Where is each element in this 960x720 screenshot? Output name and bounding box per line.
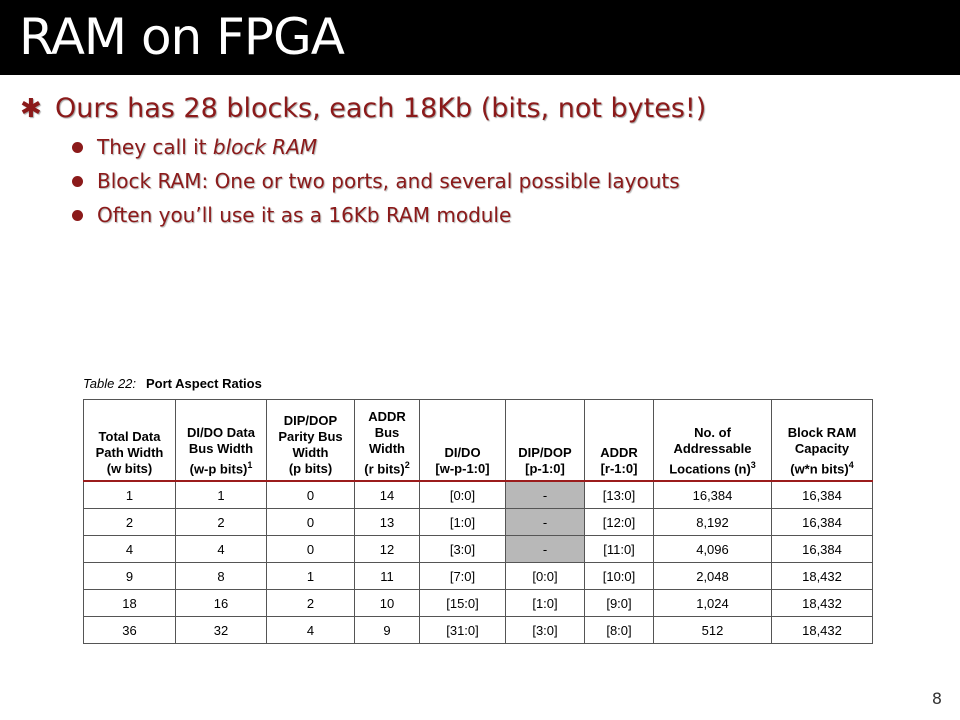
column-header-line: DIP/DOP [283, 413, 338, 428]
table-cell: 4 [267, 617, 355, 644]
table-cell: - [506, 509, 585, 536]
column-header-line: ADDR [368, 408, 406, 424]
round-dot-icon [72, 176, 83, 187]
table-cell: 0 [267, 481, 355, 509]
column-header-line: (r bits) [364, 461, 405, 476]
column-header-line: DIP/DOP [518, 445, 572, 460]
table-cell: [10:0] [585, 563, 654, 590]
table-cell: 16,384 [772, 509, 873, 536]
table-cell: [12:0] [585, 509, 654, 536]
table-cell: 16,384 [654, 481, 772, 509]
column-header-line: [w-p-1:0] [435, 461, 490, 476]
column-header-line: Parity Bus [278, 429, 343, 444]
footnote-marker: 1 [247, 459, 253, 470]
column-header-line: Total Data [98, 429, 161, 444]
footnote-marker: 3 [750, 459, 756, 470]
table-cell: 14 [355, 481, 420, 509]
table-cell: 16,384 [772, 536, 873, 563]
column-header-line: DI/DO [444, 445, 481, 460]
table-row [84, 563, 873, 590]
table-cell: [11:0] [585, 536, 654, 563]
column-header [585, 400, 654, 482]
table-cell: 4 [176, 536, 267, 563]
table-cell: 9 [355, 617, 420, 644]
column-header [176, 400, 267, 482]
slide-title: RAM on FPGA [19, 8, 344, 66]
page-number: 8 [931, 689, 942, 708]
column-header-line: Path Width [95, 445, 164, 460]
table-cell: 36 [84, 617, 176, 644]
column-header-line: No. of [694, 424, 731, 440]
asterisk-icon: ✱ [20, 94, 42, 124]
table-cell: 512 [654, 617, 772, 644]
sub-bullet-text-plain: Block RAM: One or two ports, and several possible layouts [97, 169, 680, 193]
round-dot-icon [72, 142, 83, 153]
table-cell: [0:0] [506, 563, 585, 590]
sub-bullet [20, 200, 940, 234]
column-header [355, 400, 420, 482]
table-cell: [0:0] [420, 481, 506, 509]
column-header-line: Capacity [794, 440, 850, 456]
table-cell: 12 [355, 536, 420, 563]
column-header-line: (w*n bits) [790, 461, 849, 476]
table-body [84, 481, 873, 644]
table-cell: 18 [84, 590, 176, 617]
column-header-line: DI/DO Data [187, 424, 255, 440]
table-cell: [1:0] [420, 509, 506, 536]
main-bullet [20, 90, 940, 132]
sub-bullet [20, 166, 940, 200]
sub-bullet-text [97, 200, 511, 230]
column-header-line: [r-1:0] [600, 461, 638, 476]
table-cell: - [506, 481, 585, 509]
column-header-line: Addressable [673, 440, 752, 456]
table-cell: 1,024 [654, 590, 772, 617]
column-header [84, 400, 176, 482]
table-row [84, 617, 873, 644]
table-cell: 0 [267, 536, 355, 563]
table-cell: 4,096 [654, 536, 772, 563]
column-header-line: ADDR [600, 445, 638, 460]
table-cell: 2,048 [654, 563, 772, 590]
table-cell: 18,432 [772, 563, 873, 590]
table-cell: 2 [84, 509, 176, 536]
column-header-line: [p-1:0] [525, 461, 565, 476]
table-header-row [84, 400, 873, 482]
table-cell: 16,384 [772, 481, 873, 509]
table-cell: [13:0] [585, 481, 654, 509]
table-cell: [3:0] [506, 617, 585, 644]
column-header [420, 400, 506, 482]
table-cell: 0 [267, 509, 355, 536]
table-cell: 10 [355, 590, 420, 617]
column-header-line: Bus [374, 424, 400, 440]
table-caption-label: Table 22: [83, 376, 137, 391]
table-cell: 18,432 [772, 617, 873, 644]
column-header-line: Bus Width [188, 440, 254, 456]
port-aspect-ratios-table [83, 399, 873, 644]
column-header-line: (w-p bits) [189, 461, 248, 476]
table-row [84, 481, 873, 509]
table-cell: 11 [355, 563, 420, 590]
column-header-line: (p bits) [288, 461, 333, 476]
table-cell: 32 [176, 617, 267, 644]
table-cell: [8:0] [585, 617, 654, 644]
footnote-marker: 2 [404, 459, 410, 470]
bullet-list [20, 90, 940, 234]
table-row [84, 509, 873, 536]
table-cell: 8,192 [654, 509, 772, 536]
table-caption-title: Port Aspect Ratios [146, 376, 262, 391]
table-cell: 1 [267, 563, 355, 590]
table-cell: 8 [176, 563, 267, 590]
column-header [772, 400, 873, 482]
sub-bullet-text [97, 166, 680, 196]
column-header-line: Block RAM [787, 424, 857, 440]
table-cell: [3:0] [420, 536, 506, 563]
column-header-line: Locations (n) [669, 461, 751, 476]
sub-bullet-text-plain: Often you’ll use it as a 16Kb RAM module [97, 203, 512, 227]
table-cell: 2 [267, 590, 355, 617]
sub-bullet-text [97, 132, 317, 162]
sub-bullet-text-plain: They call it [97, 135, 213, 159]
table-cell: 16 [176, 590, 267, 617]
table-cell: 9 [84, 563, 176, 590]
table-row [84, 590, 873, 617]
table-cell: [7:0] [420, 563, 506, 590]
table-cell: [31:0] [420, 617, 506, 644]
table-cell: [15:0] [420, 590, 506, 617]
footnote-marker: 4 [848, 459, 854, 470]
table-cell: 18,432 [772, 590, 873, 617]
table-row [84, 536, 873, 563]
column-header [267, 400, 355, 482]
table-cell: 2 [176, 509, 267, 536]
sub-bullet [20, 132, 940, 166]
table-cell: - [506, 536, 585, 563]
table-cell: [1:0] [506, 590, 585, 617]
round-dot-icon [72, 210, 83, 221]
column-header [654, 400, 772, 482]
table-cell: 13 [355, 509, 420, 536]
column-header-line: Width [292, 445, 329, 460]
main-bullet-text: Ours has 28 blocks, each 18Kb (bits, not bytes!) [55, 93, 707, 124]
table-cell: 1 [84, 481, 176, 509]
column-header-line: Width [369, 440, 405, 456]
sub-bullet-text-italic: block RAM [212, 135, 318, 159]
column-header-line: (w bits) [106, 461, 153, 476]
title-bar [0, 0, 960, 75]
column-header [506, 400, 585, 482]
table-cell: 4 [84, 536, 176, 563]
table-cell: [9:0] [585, 590, 654, 617]
table-cell: 1 [176, 481, 267, 509]
table-caption [83, 376, 262, 391]
